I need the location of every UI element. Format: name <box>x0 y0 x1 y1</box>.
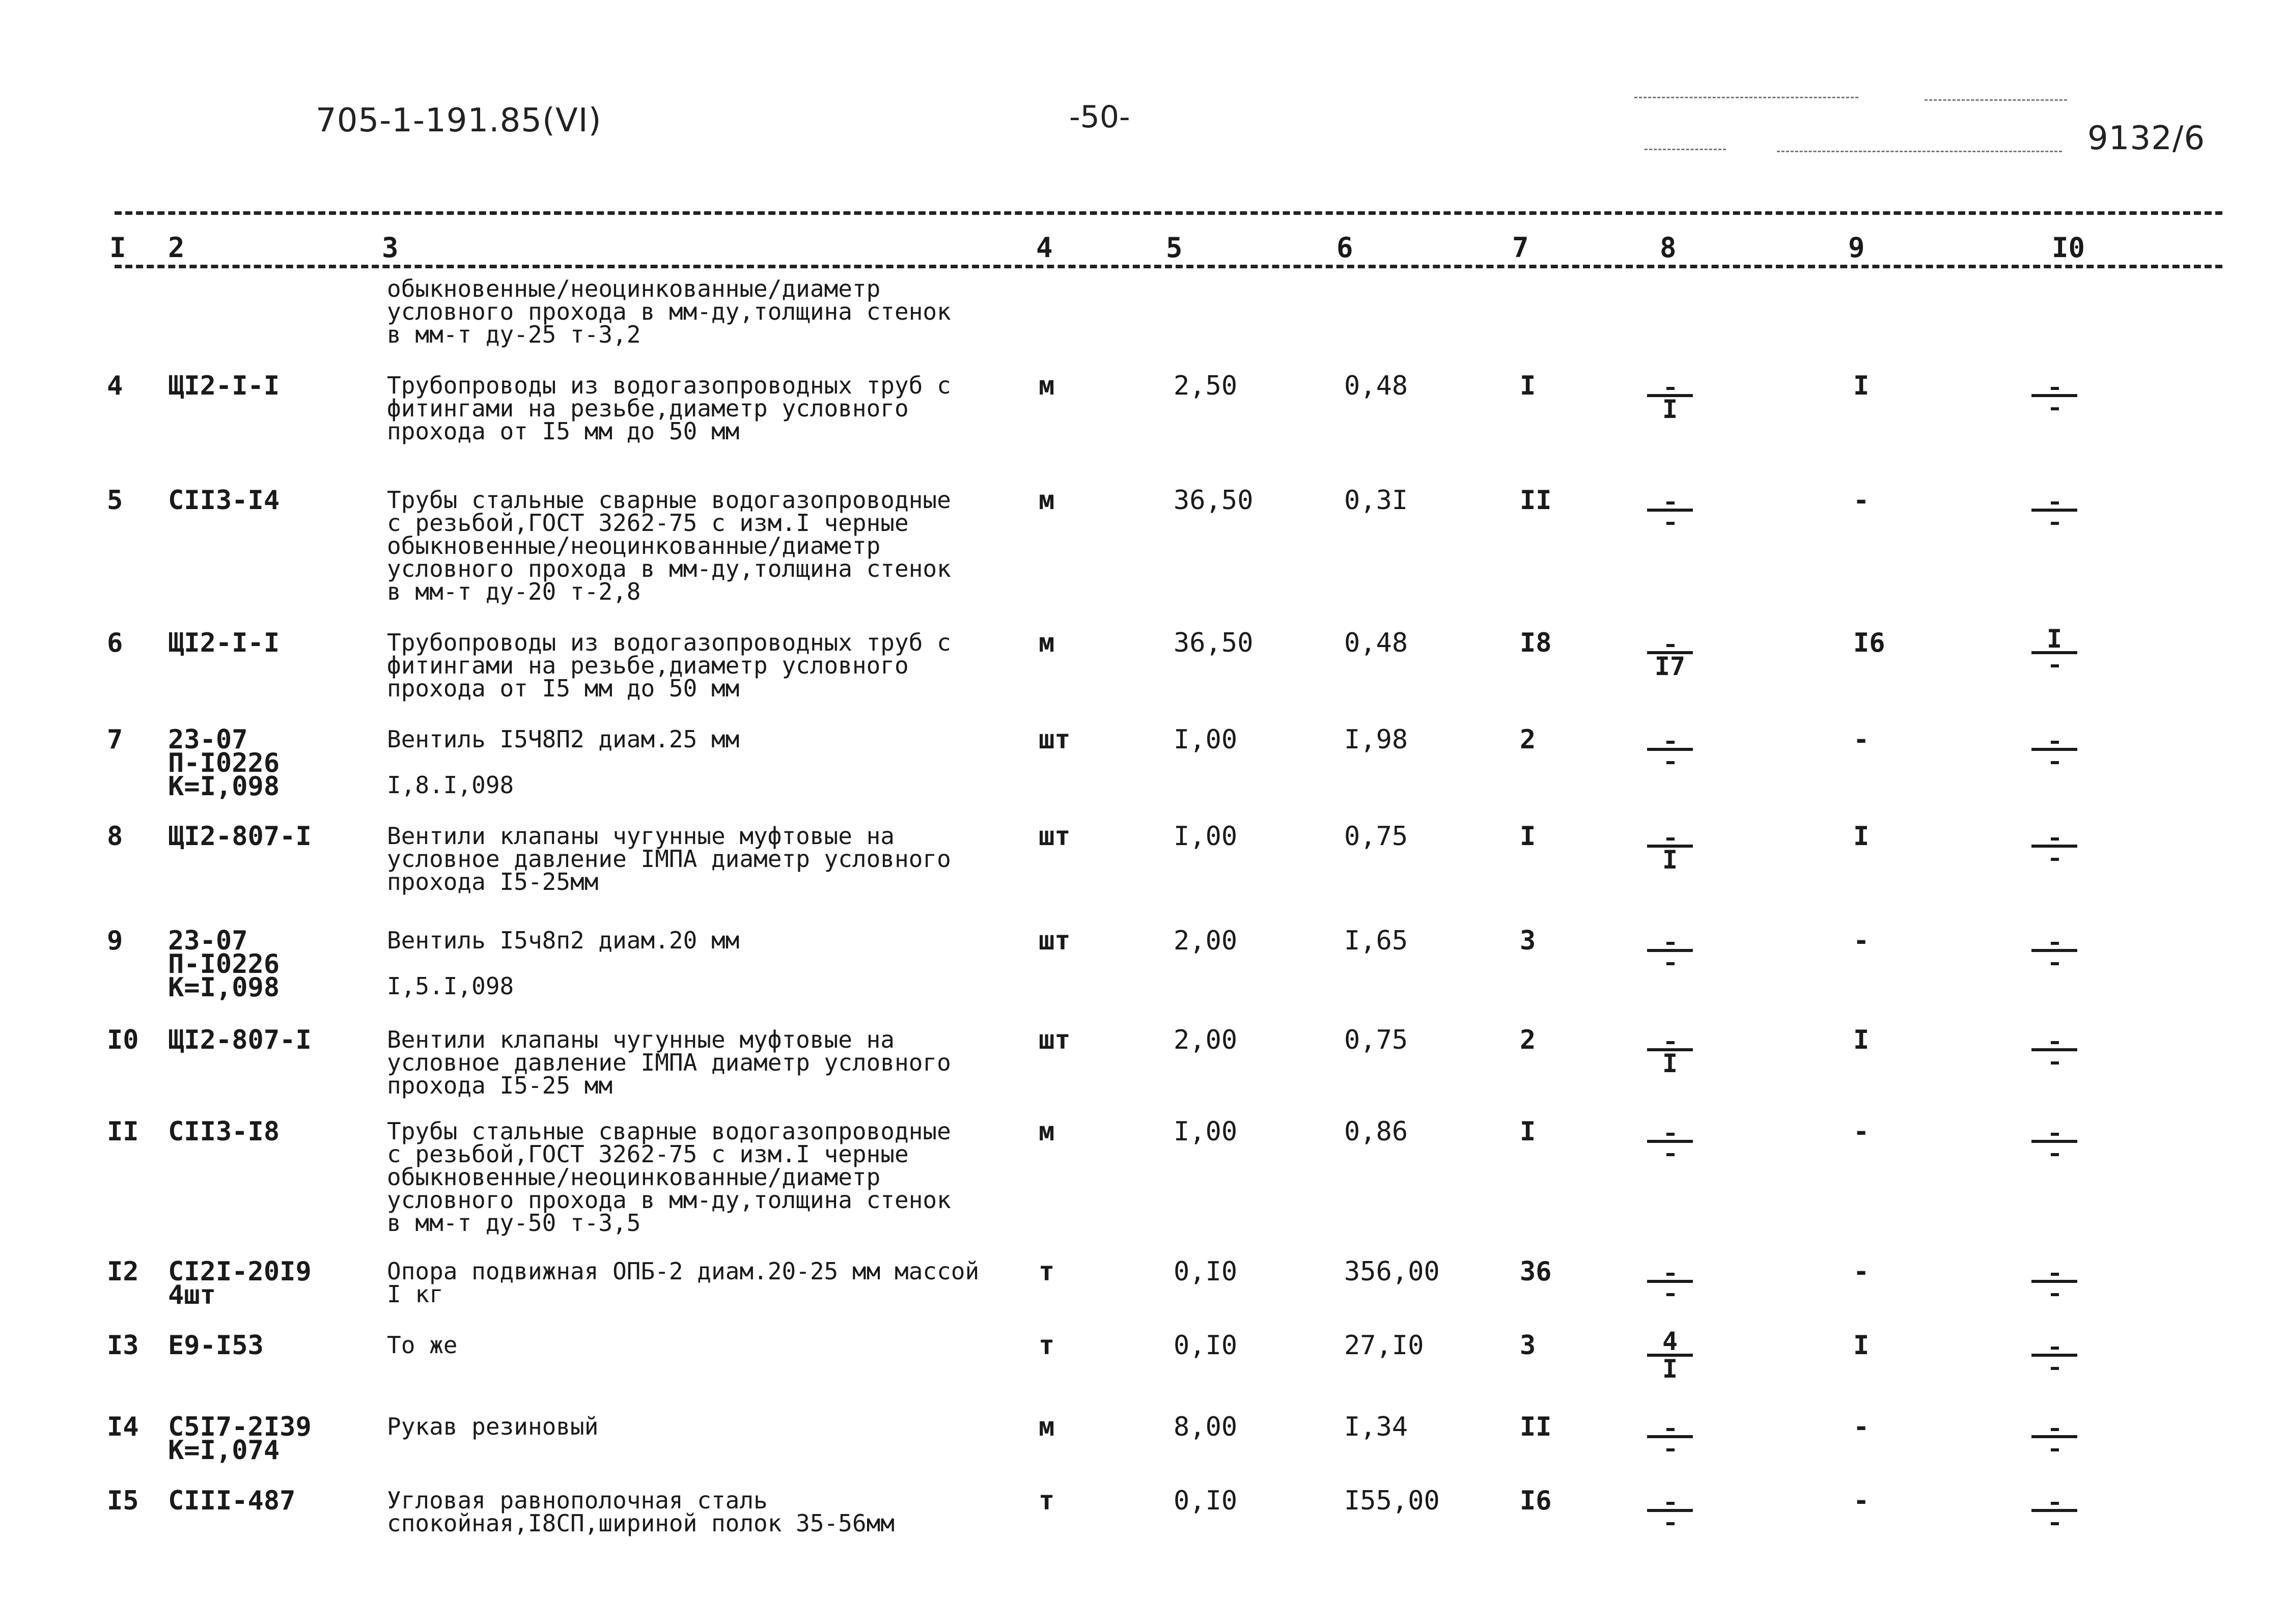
unit: м <box>1039 1116 1055 1147</box>
price-code: СI2I-20I9 4шт <box>168 1256 312 1310</box>
col8-fraction-bar <box>1647 1280 1693 1283</box>
col8-fraction-numerator <box>1647 1026 1693 1046</box>
col8-fraction-numerator <box>1647 1487 1693 1507</box>
col10-fraction-denominator <box>2031 656 2077 677</box>
col9-value: - <box>1853 485 1870 516</box>
col8-fraction-bar <box>1647 748 1693 751</box>
col8-fraction-bar <box>1647 1140 1693 1143</box>
description: Трубопроводы из водогазопроводных труб с фитингами на резьбе,диаметр условного прохода от I5 мм до 50 мм <box>387 629 951 702</box>
col10-fraction-numerator: I <box>2046 624 2063 654</box>
col10-fraction-denominator <box>2031 753 2077 773</box>
col7-value: I6 <box>1520 1486 1552 1516</box>
col10-fraction-bar <box>2031 1280 2077 1283</box>
header-bottom-rule <box>115 265 2222 268</box>
unit: шт <box>1039 1025 1071 1055</box>
col8-fraction-denominator <box>1647 1285 1693 1305</box>
page-number: -50- <box>1069 99 1130 135</box>
col10-fraction <box>2031 372 2077 417</box>
unit: шт <box>1039 926 1071 956</box>
col8-fraction-denominator: I7 <box>1654 652 1686 681</box>
col10-fraction <box>2031 725 2077 771</box>
col8-fraction <box>1647 1026 1693 1078</box>
unit-price: 356,00 <box>1344 1256 1440 1287</box>
col10-fraction-numerator <box>2031 1026 2077 1046</box>
col8-fraction <box>1647 1257 1693 1303</box>
description: Угловая равнополочная сталь спокойная,I8СП,шириной полок 35-56мм <box>387 1487 895 1537</box>
unit-price: I55,00 <box>1344 1486 1440 1516</box>
price-code: Е9-I53 <box>168 1330 264 1361</box>
col10-fraction-numerator <box>2031 1413 2077 1433</box>
price-code: ЩI2-I-I <box>168 628 280 658</box>
quantity: I,00 <box>1174 1116 1238 1147</box>
unit-price: 0,86 <box>1344 1116 1408 1147</box>
col8-fraction <box>1647 1327 1693 1384</box>
col10-fraction-numerator <box>2031 1257 2077 1278</box>
col10-fraction-numerator <box>2031 1117 2077 1138</box>
col10-fraction-denominator <box>2031 399 2077 419</box>
col7-value: II <box>1520 485 1552 516</box>
column-number: I <box>109 232 126 264</box>
row-number: 4 <box>107 371 123 401</box>
price-code: ЩI2-I-I <box>168 371 280 401</box>
col7-value: 36 <box>1520 1256 1552 1287</box>
col8-fraction <box>1647 1487 1693 1532</box>
col8-fraction-denominator: I <box>1662 1354 1678 1384</box>
description: Вентили клапаны чугунные муфтовые на условное давление IМПА диаметр условного прохода I5-25мм <box>387 822 951 895</box>
col8-fraction-bar <box>1647 1509 1693 1512</box>
quantity: 2,00 <box>1174 926 1238 956</box>
description: Вентили клапаны чугунные муфтовые на условное давление IМПА диаметр условного прохода I5-25 мм <box>387 1026 951 1099</box>
col10-fraction-denominator <box>2031 1359 2077 1379</box>
row-number: II <box>107 1116 139 1147</box>
col10-fraction-denominator <box>2031 1145 2077 1165</box>
col8-fraction-numerator <box>1647 1117 1693 1138</box>
price-code: СII3-I8 <box>168 1116 280 1147</box>
col10-fraction-numerator <box>2031 822 2077 843</box>
document-number: 705-1-191.85(VI) <box>316 102 602 139</box>
description: То же <box>387 1331 458 1359</box>
col10-fraction-numerator <box>2031 1331 2077 1352</box>
col7-value: I <box>1520 371 1536 401</box>
col7-value: 3 <box>1520 1330 1536 1361</box>
col9-value: - <box>1853 1412 1870 1442</box>
col8-fraction <box>1647 1413 1693 1459</box>
unit: т <box>1039 1330 1055 1361</box>
sheet-code: 9132/6 <box>2087 120 2206 157</box>
column-number: 9 <box>1848 232 1865 264</box>
col10-fraction <box>2031 927 2077 972</box>
col10-fraction-numerator <box>2031 486 2077 507</box>
col10-fraction-bar <box>2031 949 2077 952</box>
col10-fraction-bar <box>2031 1048 2077 1051</box>
row-number: I2 <box>107 1256 139 1287</box>
stamp-line <box>1925 99 2067 101</box>
col8-fraction-denominator: I <box>1662 1049 1678 1078</box>
col8-fraction-numerator <box>1647 822 1693 843</box>
col10-fraction-bar <box>2031 1140 2077 1143</box>
col8-fraction-numerator <box>1647 372 1693 392</box>
column-number: 4 <box>1036 232 1053 264</box>
col10-fraction-denominator <box>2031 1053 2077 1074</box>
price-code: ЩI2-807-I <box>168 1025 312 1055</box>
col9-value: I6 <box>1853 628 1885 658</box>
stamp-line <box>1645 149 1726 150</box>
col10-fraction-bar <box>2031 509 2077 512</box>
col8-fraction <box>1647 372 1693 424</box>
unit: м <box>1039 1412 1055 1442</box>
unit-price: I,65 <box>1344 926 1408 956</box>
price-code: С5I7-2I39 К=I,074 <box>168 1412 312 1466</box>
description: Вентиль I5Ч8П2 диам.25 мм <box>387 725 740 753</box>
unit: т <box>1039 1486 1055 1516</box>
row-number: 5 <box>107 485 123 516</box>
stamp-line <box>1634 97 1858 98</box>
description: Трубы стальные сварные водогазопроводные с резьбой,ГОСТ 3262-75 с изм.I черные обыкновенные/неоцинкованные/диаметр условного прохода в мм-ду,толщина стенок в мм-т ду-20 т-2,8 <box>387 486 951 605</box>
col8-fraction-denominator <box>1647 954 1693 974</box>
col8-fraction-numerator <box>1647 1413 1693 1433</box>
col7-value: I8 <box>1520 628 1552 658</box>
col8-fraction-denominator <box>1647 1514 1693 1534</box>
col7-value: I <box>1520 1116 1536 1147</box>
price-code: СII3-I4 <box>168 485 280 516</box>
table-top-rule <box>115 211 2222 215</box>
unit-price: 0,48 <box>1344 628 1408 658</box>
col10-fraction-numerator <box>2031 372 2077 392</box>
col10-fraction-numerator <box>2031 927 2077 947</box>
row-number: 7 <box>107 724 123 755</box>
unit-price: 0,3I <box>1344 485 1408 516</box>
column-number: 6 <box>1336 232 1353 264</box>
row-number: I4 <box>107 1412 139 1442</box>
quantity: 0,I0 <box>1174 1256 1238 1287</box>
col9-value: - <box>1853 926 1870 956</box>
column-number: 7 <box>1512 232 1529 264</box>
col10-fraction-numerator <box>2031 725 2077 746</box>
col10-fraction-denominator <box>2031 1514 2077 1534</box>
column-number: 5 <box>1166 232 1183 264</box>
quantity: 0,I0 <box>1174 1330 1238 1361</box>
col7-value: 3 <box>1520 926 1536 956</box>
price-code: ЩI2-807-I <box>168 821 312 852</box>
col10-fraction-bar <box>2031 1509 2077 1512</box>
row-number: I0 <box>107 1025 139 1055</box>
unit: т <box>1039 1256 1055 1287</box>
col10-fraction <box>2031 1026 2077 1072</box>
quantity: 0,I0 <box>1174 1486 1238 1516</box>
quantity: 2,50 <box>1174 371 1238 401</box>
col10-fraction-denominator <box>2031 1440 2077 1461</box>
col9-value: I <box>1853 821 1870 852</box>
col8-fraction-numerator <box>1647 629 1693 649</box>
unit: шт <box>1039 821 1071 852</box>
column-number: 3 <box>382 232 399 264</box>
col7-value: 2 <box>1520 724 1536 755</box>
col10-fraction-denominator <box>2031 514 2077 534</box>
unit-price: I,34 <box>1344 1412 1408 1442</box>
col8-fraction-bar <box>1647 949 1693 952</box>
col8-fraction-numerator <box>1647 486 1693 507</box>
col8-fraction-denominator <box>1647 753 1693 773</box>
col10-fraction-bar <box>2031 845 2077 848</box>
quantity: 2,00 <box>1174 1025 1238 1055</box>
row-number: 9 <box>107 926 123 956</box>
row-number: 6 <box>107 628 123 658</box>
unit: м <box>1039 371 1055 401</box>
col8-fraction <box>1647 822 1693 875</box>
col9-value: I <box>1853 371 1870 401</box>
col9-value: - <box>1853 724 1870 755</box>
description: Опора подвижная ОПБ-2 диам.20-25 мм массой I кг <box>387 1257 980 1308</box>
col10-fraction-bar <box>2031 394 2077 397</box>
col8-fraction <box>1647 486 1693 532</box>
col9-value: - <box>1853 1486 1870 1516</box>
quantity: 36,50 <box>1174 485 1253 516</box>
description: Трубопроводы из водогазопроводных труб с фитингами на резьбе,диаметр условного прохода от I5 мм до 50 мм <box>387 372 951 445</box>
column-number: I0 <box>2052 232 2085 264</box>
description: Вентиль I5ч8п2 диам.20 мм <box>387 927 740 954</box>
col8-fraction-denominator: I <box>1662 395 1678 424</box>
col10-fraction <box>2031 486 2077 532</box>
quantity: 36,50 <box>1174 628 1253 658</box>
unit-price: 0,75 <box>1344 821 1408 852</box>
col10-fraction <box>2031 1331 2077 1377</box>
column-number: 8 <box>1660 232 1677 264</box>
col10-fraction-denominator <box>2031 850 2077 870</box>
col10-fraction <box>2031 1257 2077 1303</box>
unit: шт <box>1039 724 1071 755</box>
col8-fraction-numerator <box>1647 725 1693 746</box>
col10-fraction-bar <box>2031 1354 2077 1357</box>
col9-value: - <box>1853 1116 1870 1147</box>
col10-fraction <box>2031 1487 2077 1532</box>
col10-fraction-bar <box>2031 748 2077 751</box>
unit: м <box>1039 485 1055 516</box>
col8-fraction-denominator <box>1647 514 1693 534</box>
unit: м <box>1039 628 1055 658</box>
col10-fraction <box>2031 624 2077 675</box>
col8-fraction <box>1647 725 1693 771</box>
unit-price: I,98 <box>1344 724 1408 755</box>
quantity: 8,00 <box>1174 1412 1238 1442</box>
col10-fraction-bar <box>2031 1435 2077 1438</box>
unit-price: 0,48 <box>1344 371 1408 401</box>
row-number: I3 <box>107 1330 139 1361</box>
col8-fraction-bar <box>1647 509 1693 512</box>
col8-fraction-denominator <box>1647 1145 1693 1165</box>
col7-value: I <box>1520 821 1536 852</box>
coefficient-note: I,8.I,098 <box>387 771 514 799</box>
stamp-line <box>1777 151 2062 152</box>
col10-fraction-denominator <box>2031 954 2077 974</box>
col10-fraction <box>2031 1413 2077 1459</box>
description: Трубы стальные сварные водогазопроводные с резьбой,ГОСТ 3262-75 с изм.I черные обыкновенные/неоцинкованные/диаметр условного прохода в мм-ду,толщина стенок в мм-т ду-50 т-3,5 <box>387 1117 951 1237</box>
col9-value: I <box>1853 1330 1870 1361</box>
quantity: I,00 <box>1174 821 1238 852</box>
col8-fraction-denominator: I <box>1662 845 1678 875</box>
column-number: 2 <box>168 232 185 264</box>
row-number: 8 <box>107 821 123 852</box>
price-code: 23-07 П-I0226 К=I,098 <box>168 926 280 1003</box>
col8-fraction-numerator <box>1647 927 1693 947</box>
col8-fraction <box>1647 629 1693 681</box>
continuation-text: обыкновенные/неоцинкованные/диаметр условного прохода в мм-ду,толщина стенок в мм-т ду-25 т-3,2 <box>387 275 951 348</box>
col8-fraction-bar <box>1647 1435 1693 1438</box>
unit-price: 27,I0 <box>1344 1330 1424 1361</box>
col10-fraction-denominator <box>2031 1285 2077 1305</box>
col7-value: 2 <box>1520 1025 1536 1055</box>
col8-fraction <box>1647 1117 1693 1163</box>
col10-fraction <box>2031 1117 2077 1163</box>
description: Рукав резиновый <box>387 1413 599 1440</box>
price-code: 23-07 П-I0226 К=I,098 <box>168 724 280 802</box>
unit-price: 0,75 <box>1344 1025 1408 1055</box>
col10-fraction <box>2031 822 2077 868</box>
col7-value: II <box>1520 1412 1552 1442</box>
price-code: СIII-487 <box>168 1486 296 1516</box>
col9-value: I <box>1853 1025 1870 1055</box>
coefficient-note: I,5.I,098 <box>387 972 514 1000</box>
col8-fraction-numerator: 4 <box>1662 1327 1678 1356</box>
quantity: I,00 <box>1174 724 1238 755</box>
col8-fraction-denominator <box>1647 1440 1693 1461</box>
row-number: I5 <box>107 1486 139 1516</box>
col10-fraction-numerator <box>2031 1487 2077 1507</box>
col9-value: - <box>1853 1256 1870 1287</box>
col8-fraction-numerator <box>1647 1257 1693 1278</box>
col10-fraction-bar <box>2031 651 2077 654</box>
col8-fraction <box>1647 927 1693 972</box>
